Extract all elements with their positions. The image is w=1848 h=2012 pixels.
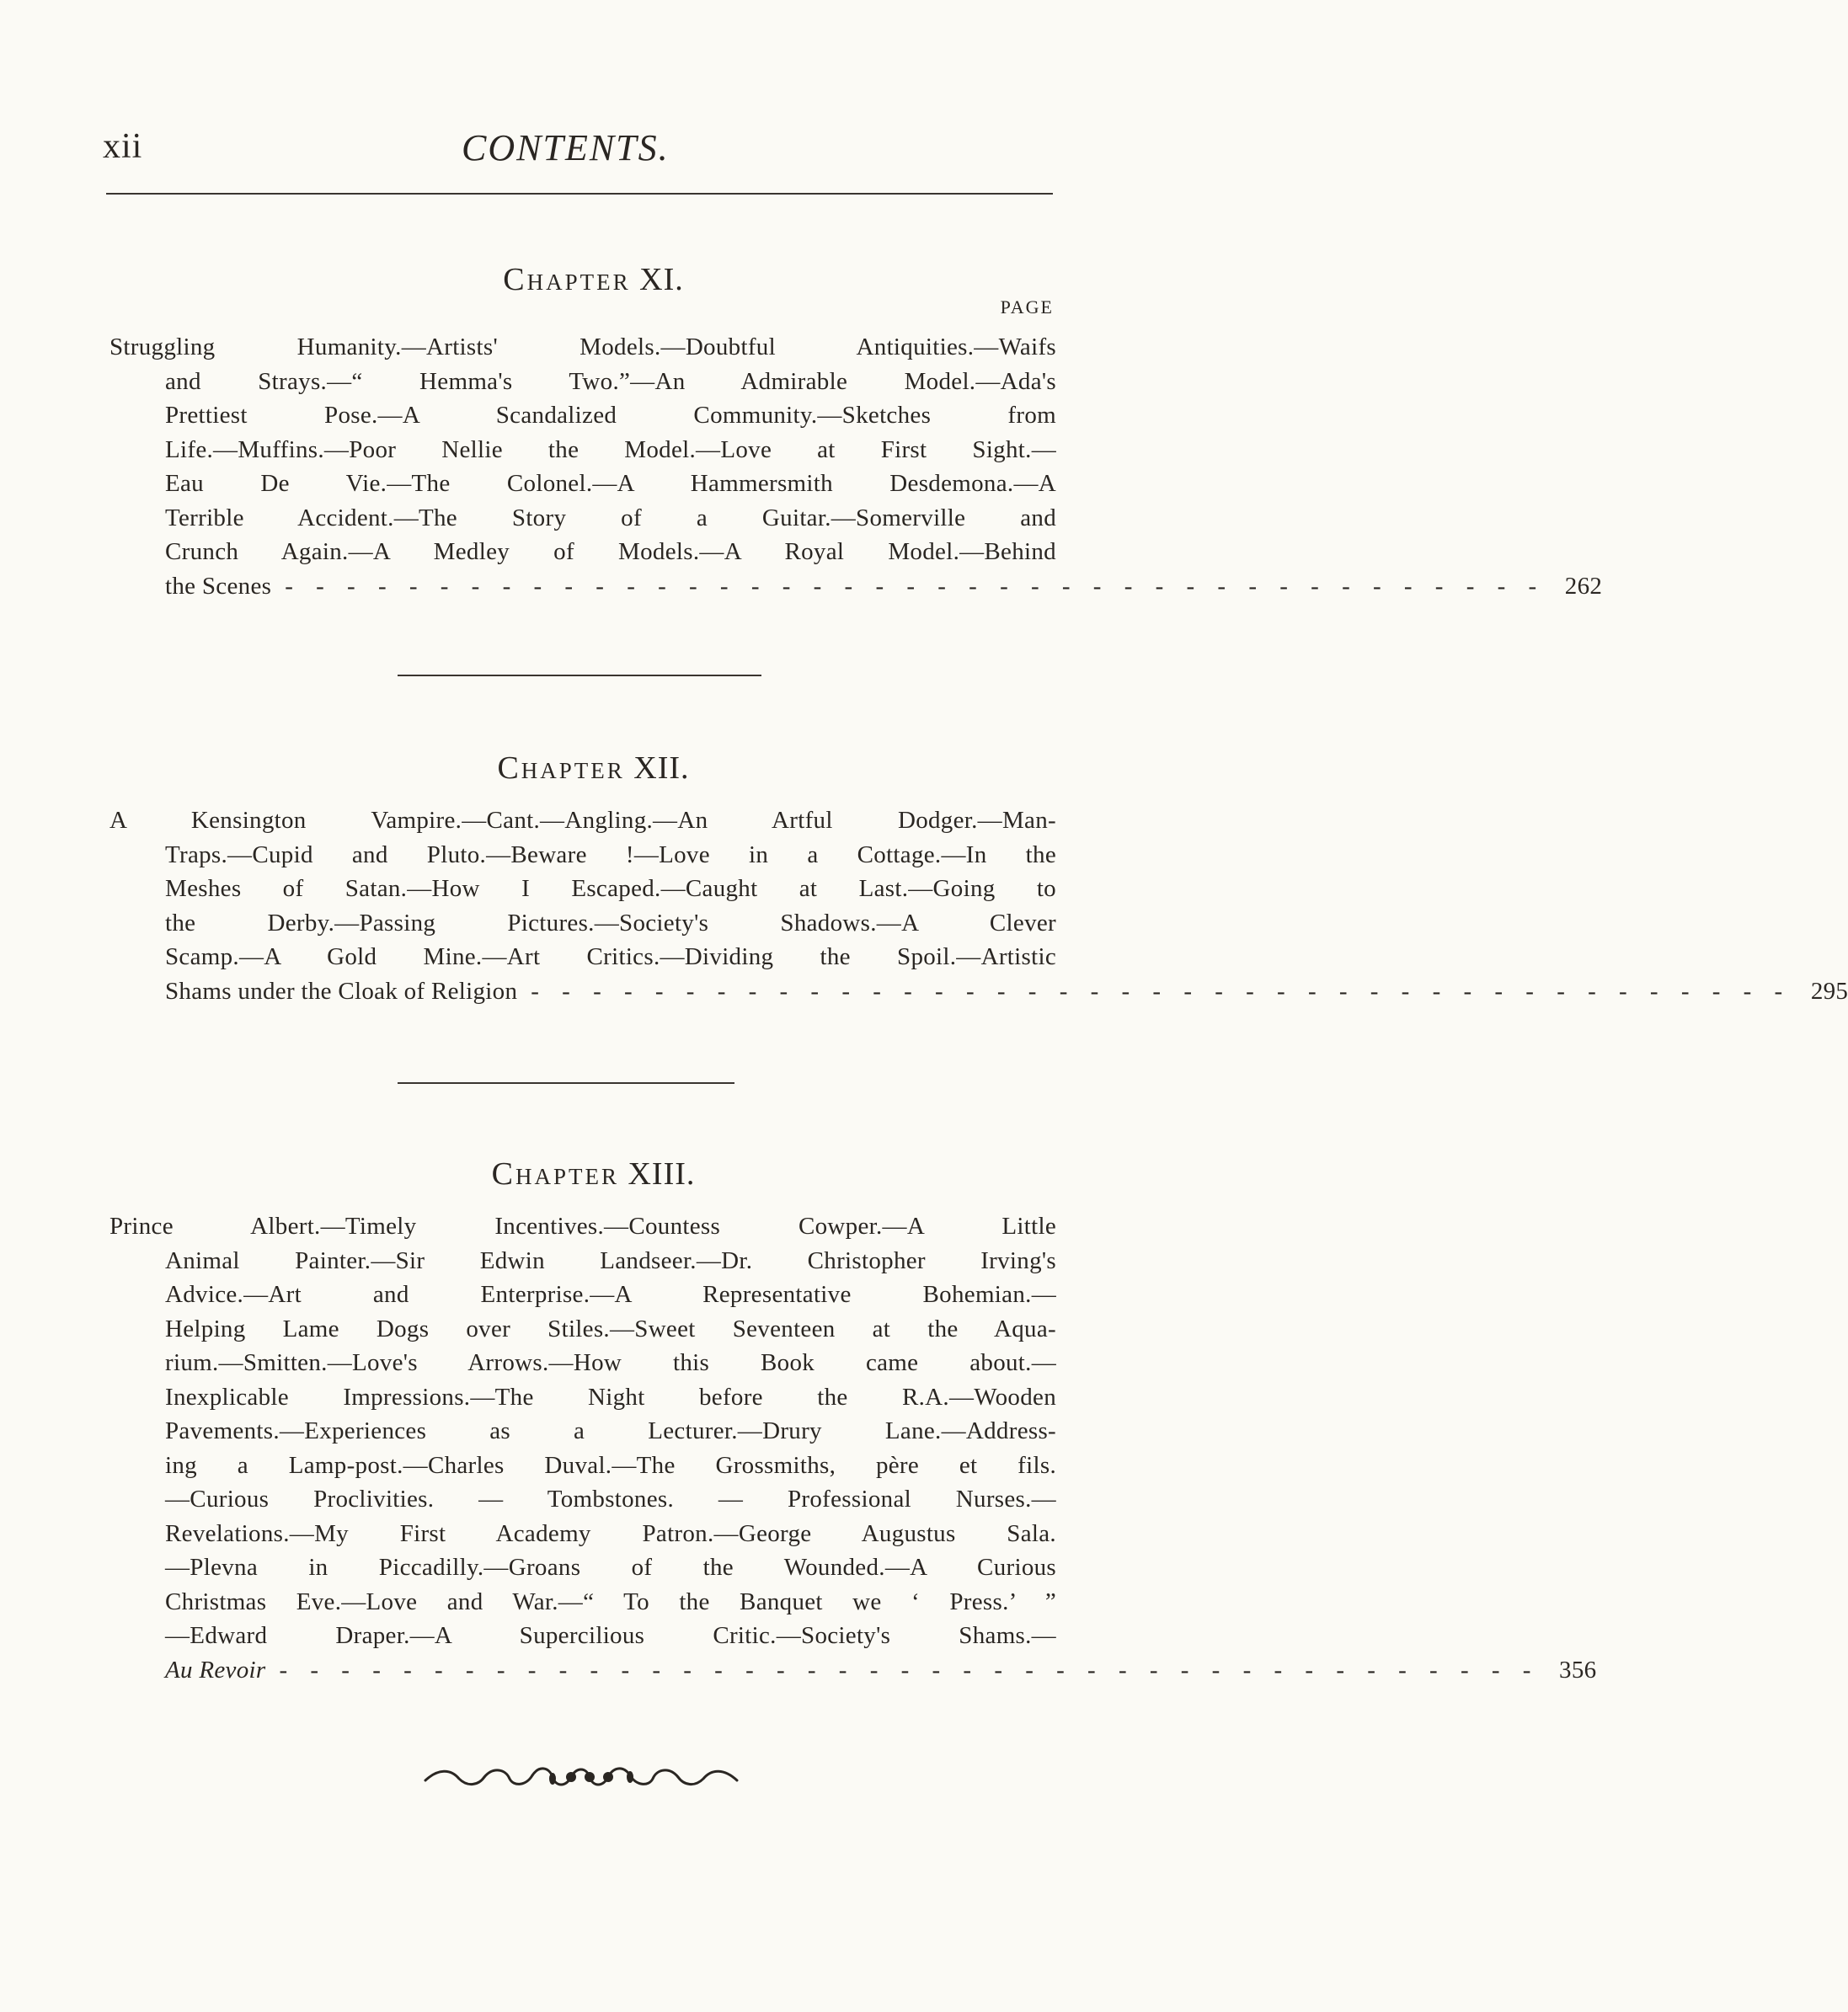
chapter-number: XII. (633, 750, 690, 786)
summary-last-line (109, 1653, 1597, 1688)
chapter-number: XIII. (628, 1156, 696, 1192)
chapter-word: Chapter (491, 1156, 619, 1192)
summary-line: ing a Lamp-post.—Charles Duval.—The Grossmiths, père et fils. (165, 1451, 1056, 1479)
header-rule (106, 193, 1053, 195)
running-head (0, 126, 1187, 177)
summary-line-end: the Scenes (165, 572, 272, 600)
chapter-divider (398, 1082, 734, 1084)
summary-line: the Derby.—Passing Pictures.—Society's Shadows.—A Clever (165, 909, 1056, 937)
summary-line-end: Shams under the Cloak of Religion (165, 977, 518, 1005)
chapter-summary (109, 1209, 1597, 1687)
chapter-heading (0, 750, 1187, 787)
summary-line: A Kensington Vampire.—Cant.—Angling.—An Artful Dodger.—Man- (109, 807, 1056, 834)
summary-line: Christmas Eve.—Love and War.—“ To the Banquet we ‘ Press.’ ” (165, 1588, 1056, 1615)
summary-line: Inexplicable Impressions.—The Night before the R.A.—Wooden (165, 1383, 1056, 1411)
summary-line: Advice.—Art and Enterprise.—A Representative Bohemian.— (165, 1281, 1056, 1308)
chapter-word: Chapter (503, 262, 631, 297)
page-folio: xii (103, 127, 143, 166)
summary-line: rium.—Smitten.—Love's Arrows.—How this Book came about.— (165, 1349, 1056, 1376)
summary-line: —Curious Proclivities. — Tombstones. — Professional Nurses.— (165, 1486, 1056, 1513)
summary-line: Traps.—Cupid and Pluto.—Beware !—Love in a Cottage.—In the (165, 841, 1056, 868)
chapter-heading (0, 261, 1187, 298)
page-number: 262 (1564, 572, 1603, 600)
chapter-number: XI. (639, 262, 684, 297)
summary-last-line (109, 569, 1603, 604)
dot-leaders: - - - - - - - - - - - - - - - - - - - - - - - - - - - - - - - - - - - - - - - - - (285, 572, 1546, 600)
summary-line: Life.—Muffins.—Poor Nellie the Model.—Love at First Sight.— (165, 435, 1056, 463)
page-number: 295 (1810, 977, 1848, 1005)
page-number: 356 (1559, 1656, 1597, 1684)
summary-line: Struggling Humanity.—Artists' Models.—Doubtful Antiquities.—Waifs (109, 334, 1056, 360)
running-title: CONTENTS. (462, 127, 670, 168)
summary-last-line (109, 974, 1848, 1009)
dot-leaders: - - - - - - - - - - - - - - - - - - - - - - - - - - - - - - - - - - - - - - - - - (531, 977, 1792, 1005)
chapter-summary (109, 803, 1848, 1008)
summary-line: and Strays.—“ Hemma's Two.”—An Admirable Model.—Ada's (165, 367, 1056, 395)
dot-leaders: - - - - - - - - - - - - - - - - - - - - - - - - - - - - - - - - - - - - - - - - - (279, 1656, 1540, 1684)
summary-line: Meshes of Satan.—How I Escaped.—Caught at Last.—Going to (165, 875, 1056, 902)
summary-line: Revelations.—My First Academy Patron.—George Augustus Sala. (165, 1519, 1056, 1547)
chapter-heading (0, 1155, 1187, 1193)
summary-line: Eau De Vie.—The Colonel.—A Hammersmith Desdemona.—A (165, 470, 1056, 497)
summary-line: Scamp.—A Gold Mine.—Art Critics.—Dividing the Spoil.—Artistic (165, 943, 1056, 970)
summary-line: Helping Lame Dogs over Stiles.—Sweet Seventeen at the Aqua- (165, 1315, 1056, 1342)
tailpiece-ornament-icon (421, 1760, 741, 1794)
chapter-divider (398, 675, 761, 676)
summary-line: Prettiest Pose.—A Scandalized Community.—Sketches from (165, 402, 1056, 429)
summary-line: Animal Painter.—Sir Edwin Landseer.—Dr. Christopher Irving's (165, 1246, 1056, 1274)
summary-line: —Plevna in Piccadilly.—Groans of the Wounded.—A Curious (165, 1554, 1056, 1581)
summary-line: Terrible Accident.—The Story of a Guitar.—Somerville and (165, 504, 1056, 531)
summary-line: Prince Albert.—Timely Incentives.—Countess Cowper.—A Little (109, 1213, 1056, 1240)
summary-line-end: Au Revoir (165, 1656, 266, 1684)
chapter-summary (109, 330, 1603, 603)
summary-line: Crunch Again.—A Medley of Models.—A Royal Model.—Behind (165, 538, 1056, 565)
summary-line: Pavements.—Experiences as a Lecturer.—Drury Lane.—Address- (165, 1417, 1056, 1444)
chapter-word: Chapter (497, 750, 625, 786)
summary-line: —Edward Draper.—A Supercilious Critic.—Society's Shams.— (165, 1622, 1056, 1649)
page-column-label: PAGE (1000, 296, 1054, 318)
